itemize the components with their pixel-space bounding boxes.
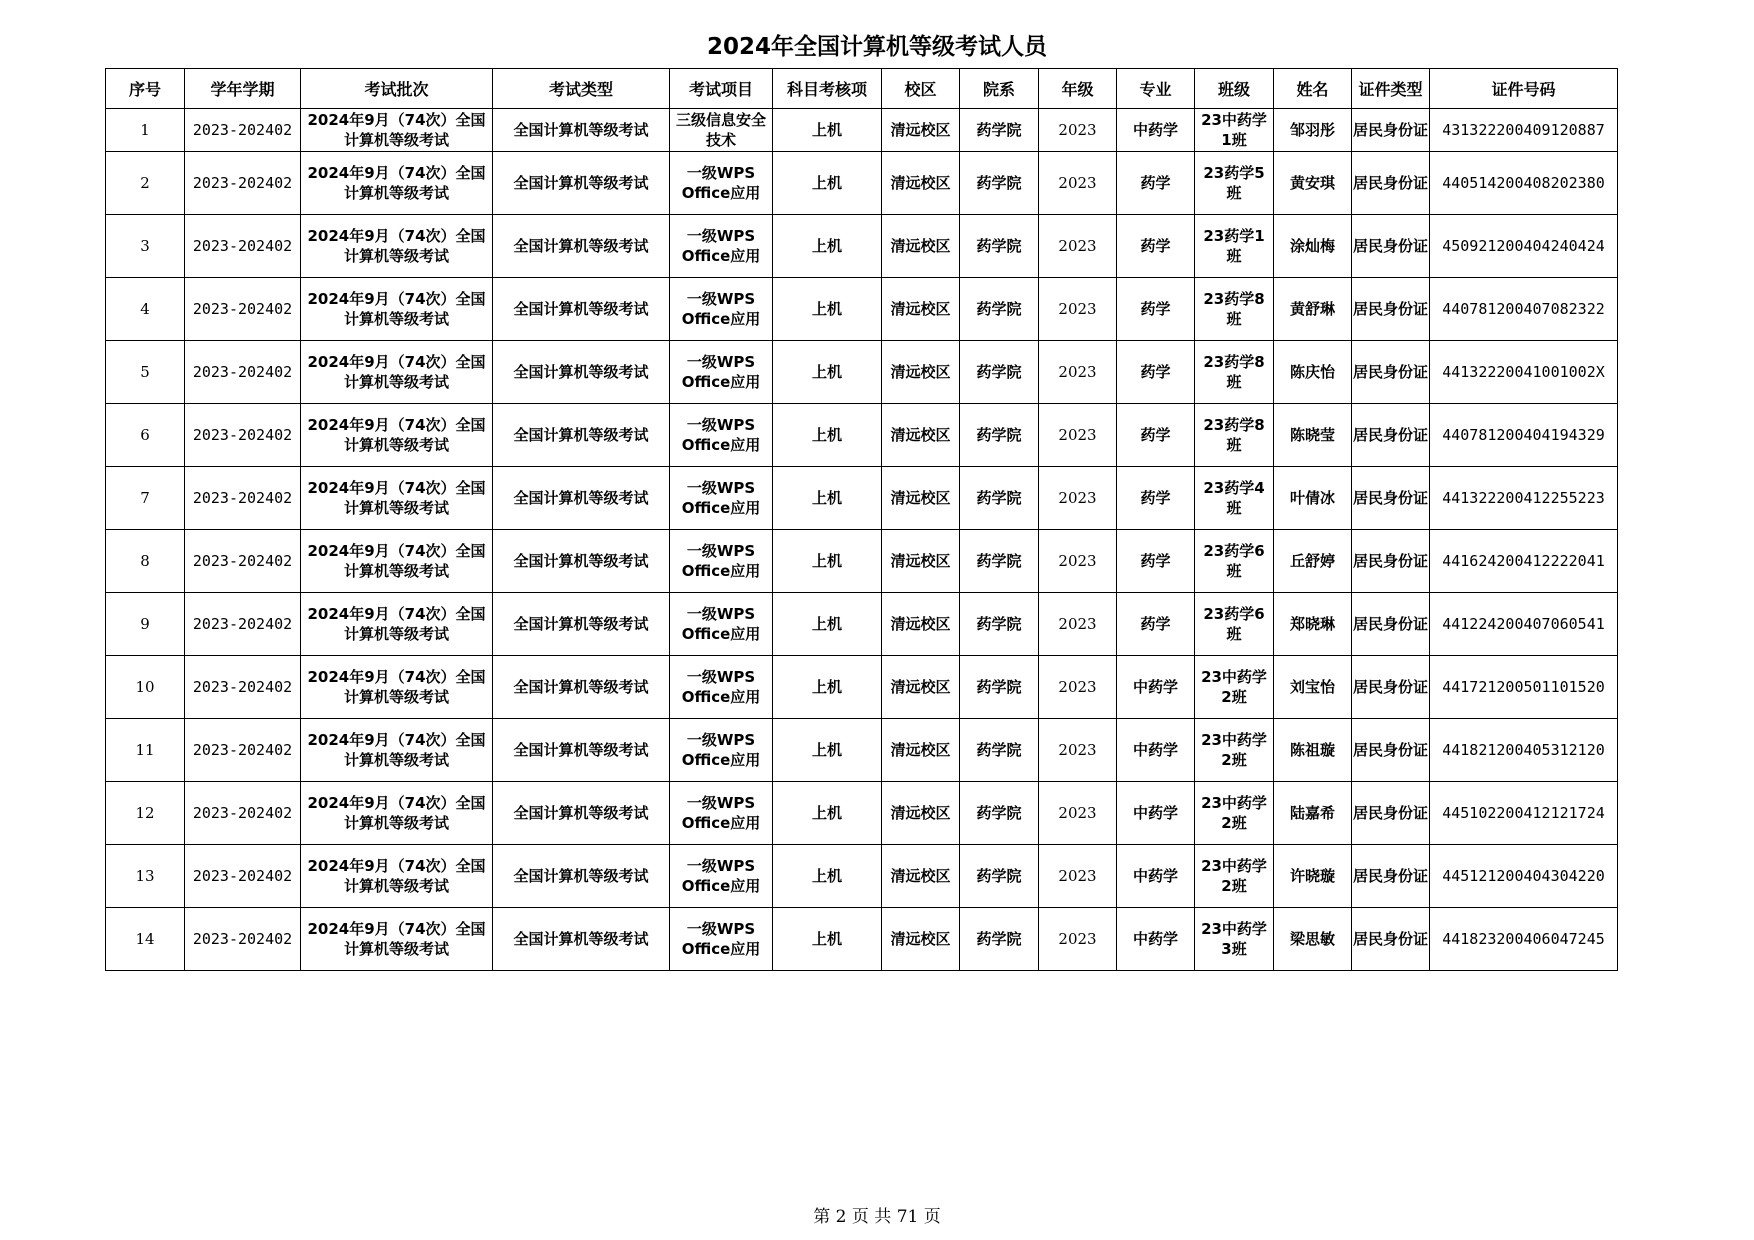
table-body [106, 109, 1618, 971]
cell-major: 中药学 [1117, 719, 1195, 782]
cell-major: 药学 [1117, 593, 1195, 656]
cell-id-number: 441823200406047245 [1430, 908, 1618, 971]
cell-seq: 11 [106, 719, 185, 782]
cell-id-number: 450921200404240424 [1430, 215, 1618, 278]
cell-department: 药学院 [960, 719, 1039, 782]
cell-exam-item: 一级WPS Office应用 [670, 215, 773, 278]
cell-campus: 清远校区 [882, 109, 960, 152]
cell-id-number: 431322200409120887 [1430, 109, 1618, 152]
col-header-assessment: 科目考核项 [773, 69, 882, 109]
cell-seq: 13 [106, 845, 185, 908]
cell-exam-type: 全国计算机等级考试 [493, 782, 670, 845]
cell-exam-item: 一级WPS Office应用 [670, 341, 773, 404]
cell-assessment: 上机 [773, 215, 882, 278]
cell-term: 2023-202402 [185, 152, 301, 215]
table-row [106, 278, 1618, 341]
cell-grade: 2023 [1039, 530, 1117, 593]
cell-exam-item: 一级WPS Office应用 [670, 152, 773, 215]
cell-name: 郑晓琳 [1274, 593, 1352, 656]
cell-id-number: 440781200404194329 [1430, 404, 1618, 467]
cell-name: 许晓璇 [1274, 845, 1352, 908]
cell-campus: 清远校区 [882, 404, 960, 467]
cell-id-type: 居民身份证 [1352, 215, 1430, 278]
cell-seq: 14 [106, 908, 185, 971]
cell-class: 23药学8班 [1195, 341, 1274, 404]
cell-exam-item: 一级WPS Office应用 [670, 467, 773, 530]
cell-assessment: 上机 [773, 152, 882, 215]
cell-major: 药学 [1117, 341, 1195, 404]
cell-batch: 2024年9月（74次）全国计算机等级考试 [301, 530, 493, 593]
cell-term: 2023-202402 [185, 215, 301, 278]
cell-exam-type: 全国计算机等级考试 [493, 215, 670, 278]
col-header-term: 学年学期 [185, 69, 301, 109]
col-header-name: 姓名 [1274, 69, 1352, 109]
cell-class: 23药学6班 [1195, 593, 1274, 656]
cell-batch: 2024年9月（74次）全国计算机等级考试 [301, 656, 493, 719]
col-header-grade: 年级 [1039, 69, 1117, 109]
cell-exam-type: 全国计算机等级考试 [493, 278, 670, 341]
cell-class: 23药学1班 [1195, 215, 1274, 278]
col-header-id-number: 证件号码 [1430, 69, 1618, 109]
col-header-exam-item: 考试项目 [670, 69, 773, 109]
table-row [106, 845, 1618, 908]
col-header-department: 院系 [960, 69, 1039, 109]
cell-major: 中药学 [1117, 782, 1195, 845]
cell-assessment: 上机 [773, 530, 882, 593]
cell-seq: 1 [106, 109, 185, 152]
cell-name: 刘宝怡 [1274, 656, 1352, 719]
cell-id-type: 居民身份证 [1352, 530, 1430, 593]
cell-term: 2023-202402 [185, 341, 301, 404]
cell-exam-item: 一级WPS Office应用 [670, 530, 773, 593]
cell-id-type: 居民身份证 [1352, 908, 1430, 971]
table-row [106, 530, 1618, 593]
cell-exam-item: 一级WPS Office应用 [670, 719, 773, 782]
cell-exam-type: 全国计算机等级考试 [493, 152, 670, 215]
cell-assessment: 上机 [773, 341, 882, 404]
table-row [106, 152, 1618, 215]
cell-exam-type: 全国计算机等级考试 [493, 656, 670, 719]
cell-id-number: 441322200412255223 [1430, 467, 1618, 530]
cell-grade: 2023 [1039, 278, 1117, 341]
col-header-campus: 校区 [882, 69, 960, 109]
cell-class: 23中药学2班 [1195, 656, 1274, 719]
col-header-batch: 考试批次 [301, 69, 493, 109]
table-row [106, 467, 1618, 530]
cell-exam-type: 全国计算机等级考试 [493, 908, 670, 971]
cell-grade: 2023 [1039, 109, 1117, 152]
cell-term: 2023-202402 [185, 782, 301, 845]
cell-major: 中药学 [1117, 656, 1195, 719]
cell-assessment: 上机 [773, 719, 882, 782]
cell-class: 23中药学2班 [1195, 845, 1274, 908]
table-row [106, 341, 1618, 404]
cell-seq: 5 [106, 341, 185, 404]
cell-exam-type: 全国计算机等级考试 [493, 593, 670, 656]
cell-campus: 清远校区 [882, 530, 960, 593]
cell-assessment: 上机 [773, 845, 882, 908]
cell-campus: 清远校区 [882, 278, 960, 341]
cell-seq: 6 [106, 404, 185, 467]
exam-roster-table [105, 68, 1618, 971]
cell-exam-item: 一级WPS Office应用 [670, 593, 773, 656]
cell-id-number: 44132220041001002X [1430, 341, 1618, 404]
cell-exam-item: 一级WPS Office应用 [670, 845, 773, 908]
cell-id-type: 居民身份证 [1352, 341, 1430, 404]
cell-major: 中药学 [1117, 845, 1195, 908]
cell-grade: 2023 [1039, 215, 1117, 278]
cell-batch: 2024年9月（74次）全国计算机等级考试 [301, 341, 493, 404]
cell-assessment: 上机 [773, 467, 882, 530]
col-header-seq: 序号 [106, 69, 185, 109]
cell-name: 陈晓莹 [1274, 404, 1352, 467]
cell-exam-item: 一级WPS Office应用 [670, 278, 773, 341]
cell-campus: 清远校区 [882, 341, 960, 404]
table-row [106, 593, 1618, 656]
cell-class: 23药学8班 [1195, 404, 1274, 467]
cell-campus: 清远校区 [882, 215, 960, 278]
cell-exam-type: 全国计算机等级考试 [493, 341, 670, 404]
cell-grade: 2023 [1039, 341, 1117, 404]
cell-campus: 清远校区 [882, 467, 960, 530]
cell-department: 药学院 [960, 341, 1039, 404]
cell-assessment: 上机 [773, 109, 882, 152]
cell-id-type: 居民身份证 [1352, 593, 1430, 656]
cell-class: 23药学8班 [1195, 278, 1274, 341]
cell-exam-type: 全国计算机等级考试 [493, 719, 670, 782]
cell-department: 药学院 [960, 845, 1039, 908]
cell-id-type: 居民身份证 [1352, 152, 1430, 215]
cell-batch: 2024年9月（74次）全国计算机等级考试 [301, 152, 493, 215]
cell-name: 梁思敏 [1274, 908, 1352, 971]
cell-term: 2023-202402 [185, 530, 301, 593]
cell-exam-item: 一级WPS Office应用 [670, 782, 773, 845]
cell-id-type: 居民身份证 [1352, 467, 1430, 530]
cell-major: 药学 [1117, 467, 1195, 530]
cell-batch: 2024年9月（74次）全国计算机等级考试 [301, 278, 493, 341]
cell-exam-item: 一级WPS Office应用 [670, 908, 773, 971]
col-header-major: 专业 [1117, 69, 1195, 109]
cell-id-type: 居民身份证 [1352, 278, 1430, 341]
cell-class: 23中药学3班 [1195, 908, 1274, 971]
cell-term: 2023-202402 [185, 656, 301, 719]
cell-department: 药学院 [960, 530, 1039, 593]
cell-class: 23中药学2班 [1195, 782, 1274, 845]
cell-major: 药学 [1117, 152, 1195, 215]
cell-major: 中药学 [1117, 109, 1195, 152]
cell-id-type: 居民身份证 [1352, 845, 1430, 908]
cell-department: 药学院 [960, 593, 1039, 656]
cell-name: 涂灿梅 [1274, 215, 1352, 278]
cell-term: 2023-202402 [185, 109, 301, 152]
cell-grade: 2023 [1039, 152, 1117, 215]
cell-term: 2023-202402 [185, 593, 301, 656]
cell-seq: 7 [106, 467, 185, 530]
page-footer: 第 2 页 共 71 页 [813, 1207, 941, 1227]
cell-seq: 4 [106, 278, 185, 341]
cell-term: 2023-202402 [185, 908, 301, 971]
table-row [106, 404, 1618, 467]
cell-exam-item: 一级WPS Office应用 [670, 404, 773, 467]
cell-term: 2023-202402 [185, 404, 301, 467]
cell-batch: 2024年9月（74次）全国计算机等级考试 [301, 404, 493, 467]
cell-department: 药学院 [960, 467, 1039, 530]
cell-name: 黄舒琳 [1274, 278, 1352, 341]
cell-exam-item: 三级信息安全技术 [670, 109, 773, 152]
cell-id-number: 441821200405312120 [1430, 719, 1618, 782]
cell-department: 药学院 [960, 109, 1039, 152]
cell-exam-type: 全国计算机等级考试 [493, 530, 670, 593]
cell-batch: 2024年9月（74次）全国计算机等级考试 [301, 845, 493, 908]
cell-batch: 2024年9月（74次）全国计算机等级考试 [301, 719, 493, 782]
cell-name: 丘舒婷 [1274, 530, 1352, 593]
page-title: 2024年全国计算机等级考试人员 [706, 34, 1047, 60]
cell-campus: 清远校区 [882, 908, 960, 971]
cell-campus: 清远校区 [882, 782, 960, 845]
cell-exam-type: 全国计算机等级考试 [493, 467, 670, 530]
cell-assessment: 上机 [773, 278, 882, 341]
cell-assessment: 上机 [773, 782, 882, 845]
cell-assessment: 上机 [773, 593, 882, 656]
cell-campus: 清远校区 [882, 152, 960, 215]
cell-id-type: 居民身份证 [1352, 109, 1430, 152]
cell-batch: 2024年9月（74次）全国计算机等级考试 [301, 593, 493, 656]
cell-name: 陈庆怡 [1274, 341, 1352, 404]
cell-batch: 2024年9月（74次）全国计算机等级考试 [301, 109, 493, 152]
cell-exam-type: 全国计算机等级考试 [493, 845, 670, 908]
cell-term: 2023-202402 [185, 719, 301, 782]
cell-major: 药学 [1117, 404, 1195, 467]
cell-exam-item: 一级WPS Office应用 [670, 656, 773, 719]
cell-grade: 2023 [1039, 719, 1117, 782]
table-row [106, 782, 1618, 845]
cell-id-type: 居民身份证 [1352, 656, 1430, 719]
cell-term: 2023-202402 [185, 467, 301, 530]
col-header-exam-type: 考试类型 [493, 69, 670, 109]
cell-name: 叶倩冰 [1274, 467, 1352, 530]
cell-grade: 2023 [1039, 908, 1117, 971]
cell-batch: 2024年9月（74次）全国计算机等级考试 [301, 782, 493, 845]
cell-department: 药学院 [960, 215, 1039, 278]
cell-department: 药学院 [960, 278, 1039, 341]
cell-seq: 3 [106, 215, 185, 278]
cell-department: 药学院 [960, 152, 1039, 215]
cell-assessment: 上机 [773, 656, 882, 719]
cell-id-number: 441624200412222041 [1430, 530, 1618, 593]
cell-grade: 2023 [1039, 404, 1117, 467]
cell-campus: 清远校区 [882, 656, 960, 719]
cell-term: 2023-202402 [185, 845, 301, 908]
cell-id-number: 440514200408202380 [1430, 152, 1618, 215]
col-header-id-type: 证件类型 [1352, 69, 1430, 109]
cell-name: 黄安琪 [1274, 152, 1352, 215]
cell-grade: 2023 [1039, 593, 1117, 656]
cell-exam-type: 全国计算机等级考试 [493, 109, 670, 152]
cell-grade: 2023 [1039, 845, 1117, 908]
cell-name: 陆嘉希 [1274, 782, 1352, 845]
cell-assessment: 上机 [773, 908, 882, 971]
cell-name: 陈祖璇 [1274, 719, 1352, 782]
cell-campus: 清远校区 [882, 593, 960, 656]
cell-major: 药学 [1117, 530, 1195, 593]
cell-id-type: 居民身份证 [1352, 719, 1430, 782]
cell-id-number: 441224200407060541 [1430, 593, 1618, 656]
cell-grade: 2023 [1039, 782, 1117, 845]
cell-id-number: 445121200404304220 [1430, 845, 1618, 908]
cell-seq: 8 [106, 530, 185, 593]
cell-major: 药学 [1117, 215, 1195, 278]
cell-class: 23药学5班 [1195, 152, 1274, 215]
cell-assessment: 上机 [773, 404, 882, 467]
cell-class: 23中药学1班 [1195, 109, 1274, 152]
cell-campus: 清远校区 [882, 719, 960, 782]
cell-id-number: 445102200412121724 [1430, 782, 1618, 845]
table-row [106, 109, 1618, 152]
cell-id-type: 居民身份证 [1352, 404, 1430, 467]
cell-id-type: 居民身份证 [1352, 782, 1430, 845]
cell-seq: 2 [106, 152, 185, 215]
cell-batch: 2024年9月（74次）全国计算机等级考试 [301, 467, 493, 530]
cell-major: 药学 [1117, 278, 1195, 341]
col-header-class: 班级 [1195, 69, 1274, 109]
table-row [106, 656, 1618, 719]
cell-major: 中药学 [1117, 908, 1195, 971]
cell-department: 药学院 [960, 656, 1039, 719]
cell-department: 药学院 [960, 782, 1039, 845]
cell-exam-type: 全国计算机等级考试 [493, 404, 670, 467]
cell-grade: 2023 [1039, 467, 1117, 530]
cell-batch: 2024年9月（74次）全国计算机等级考试 [301, 908, 493, 971]
cell-seq: 12 [106, 782, 185, 845]
table-row [106, 215, 1618, 278]
cell-name: 邹羽彤 [1274, 109, 1352, 152]
cell-id-number: 440781200407082322 [1430, 278, 1618, 341]
cell-seq: 10 [106, 656, 185, 719]
cell-campus: 清远校区 [882, 845, 960, 908]
cell-term: 2023-202402 [185, 278, 301, 341]
cell-seq: 9 [106, 593, 185, 656]
table-header-row [106, 69, 1618, 109]
cell-department: 药学院 [960, 404, 1039, 467]
cell-class: 23药学6班 [1195, 530, 1274, 593]
cell-grade: 2023 [1039, 656, 1117, 719]
cell-batch: 2024年9月（74次）全国计算机等级考试 [301, 215, 493, 278]
table-row [106, 908, 1618, 971]
table-row [106, 719, 1618, 782]
cell-class: 23药学4班 [1195, 467, 1274, 530]
cell-id-number: 441721200501101520 [1430, 656, 1618, 719]
cell-class: 23中药学2班 [1195, 719, 1274, 782]
cell-department: 药学院 [960, 908, 1039, 971]
